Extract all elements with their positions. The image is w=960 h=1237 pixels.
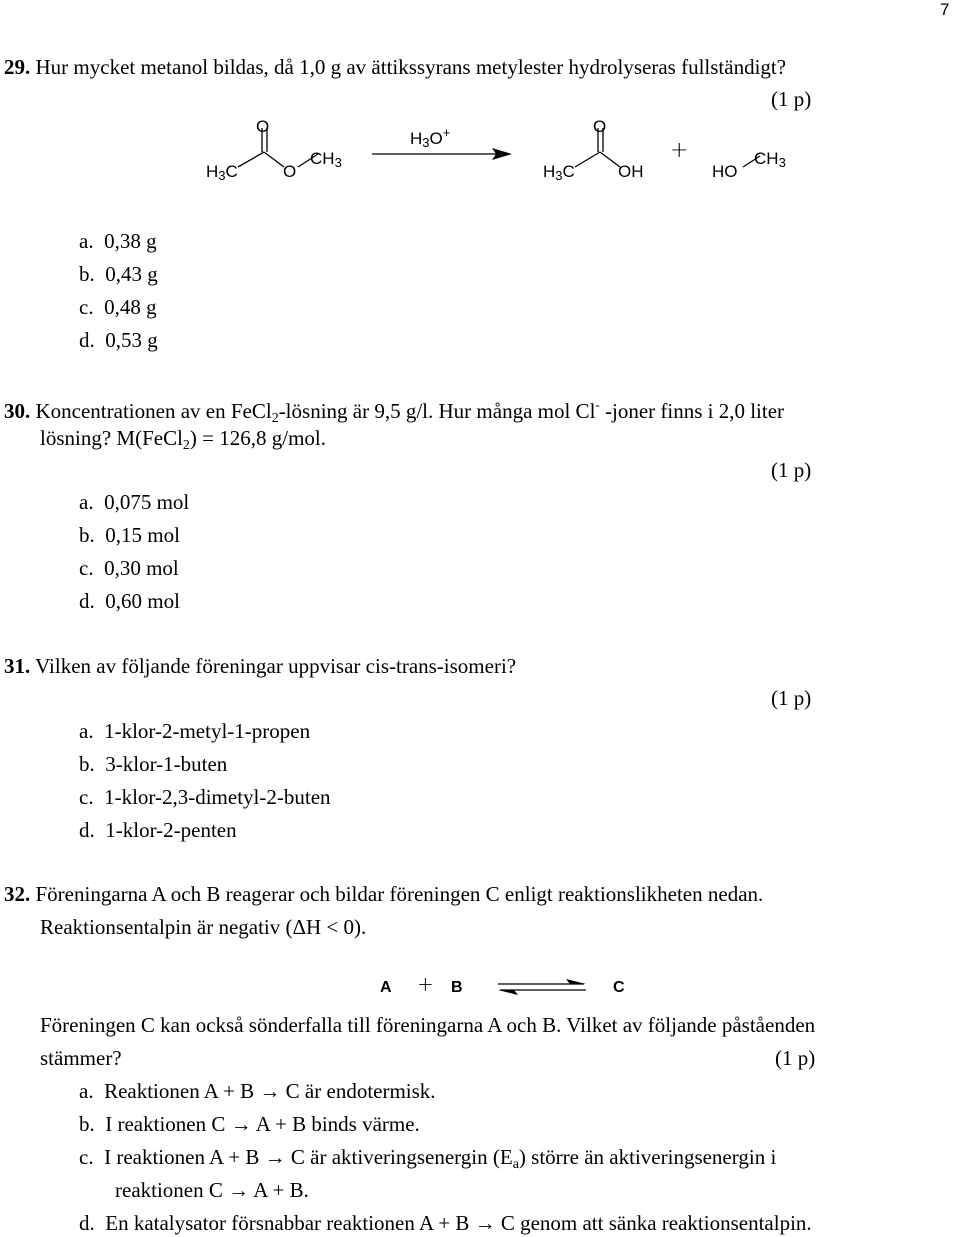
- catalyst-label: H3O+: [410, 125, 451, 150]
- question-30-line1: 30. Koncentrationen av en FeCl$_2$-lösning är 9,5 g/l. Hur många mol Cl- -joner finns i 2,0 liter: [4, 397, 785, 426]
- acid-carbonyl-oxygen: O: [593, 117, 607, 136]
- equation-b: B: [451, 979, 463, 996]
- ester-oxygen: O: [283, 162, 297, 181]
- ester-carbonyl-oxygen: O: [256, 117, 270, 136]
- equation-c: C: [613, 979, 625, 996]
- q29-option-c: c. 0,48 g: [79, 295, 157, 319]
- ester-methyl-left: H3C: [206, 162, 238, 183]
- q29-option-b: b. 0,43 g: [79, 262, 158, 286]
- q30-option-b: b. 0,15 mol: [79, 523, 180, 547]
- q32-option-c-line2: reaktionen C → A + B.: [115, 1178, 309, 1202]
- points-label: (1 p): [775, 1046, 816, 1070]
- ester-methyl-right: CH3: [310, 149, 342, 170]
- q32-option-a: a. Reaktionen A + B → C är endotermisk.: [79, 1079, 436, 1103]
- question-30-line2: lösning? M(FeCl$_2$) = 126,8 g/mol.: [40, 426, 327, 453]
- points-label: (1 p): [771, 87, 812, 111]
- q32-option-d: d. En katalysator försnabbar reaktionen A + B → C genom att sänka reaktionsentalpin.: [79, 1211, 812, 1235]
- page-number: 7: [940, 0, 950, 19]
- arrow-icon: →: [259, 1080, 281, 1103]
- question-text: Hur mycket metanol bildas, då 1,0 g av ättikssyrans metylester hydrolyseras fullständigt?: [35, 55, 787, 79]
- q31-option-c: c. 1-klor-2,3-dimetyl-2-buten: [79, 785, 331, 809]
- question-32-line1: 32. Föreningarna A och B reagerar och bildar föreningen C enligt reaktionslikheten nedan.: [4, 882, 764, 906]
- q30-option-d: d. 0,60 mol: [79, 589, 180, 613]
- q29-option-a: a. 0,38 g: [79, 229, 157, 253]
- methanol-methyl: CH3: [754, 149, 786, 170]
- points-label: (1 p): [771, 686, 812, 710]
- equation-plus: +: [417, 972, 434, 996]
- q32-option-c: c. I reaktionen A + B → C är aktiveringsenergin $(E_a)$ större än aktiveringsenergin i: [79, 1145, 777, 1172]
- arrow-icon: →: [474, 1212, 496, 1235]
- acid-hydroxyl: OH: [618, 162, 644, 181]
- arrow-icon: →: [230, 1113, 252, 1136]
- q30-option-c: c. 0,30 mol: [79, 556, 179, 580]
- q31-option-a: a. 1-klor-2-metyl-1-propen: [79, 719, 311, 743]
- q31-option-d: d. 1-klor-2-penten: [79, 818, 237, 842]
- q30-option-a: a. 0,075 mol: [79, 490, 190, 514]
- equation-a: A: [380, 979, 392, 996]
- question-32-line4: stämmer?: [40, 1046, 122, 1070]
- question-32-line3: Föreningen C kan också sönderfalla till föreningarna A och B. Vilket av följande påståenden: [40, 1013, 816, 1037]
- acid-methyl: H3C: [543, 162, 575, 183]
- q31-option-b: b. 3-klor-1-buten: [79, 752, 228, 776]
- q29-option-d: d. 0,53 g: [79, 328, 158, 352]
- points-label: (1 p): [771, 458, 812, 482]
- question-31: 31. Vilken av följande föreningar uppvisar cis-trans-isomeri?: [4, 654, 517, 678]
- reaction-plus: +: [670, 138, 689, 163]
- q32-option-b: b. I reaktionen C → A + B binds värme.: [79, 1112, 420, 1136]
- arrow-icon: →: [264, 1146, 286, 1169]
- question-32-line2: Reaktionsentalpin är negativ (ΔH < 0).: [40, 915, 367, 939]
- arrow-icon: →: [228, 1179, 250, 1202]
- question-number: 29.: [4, 55, 31, 79]
- methanol-hydroxyl: HO: [712, 162, 738, 181]
